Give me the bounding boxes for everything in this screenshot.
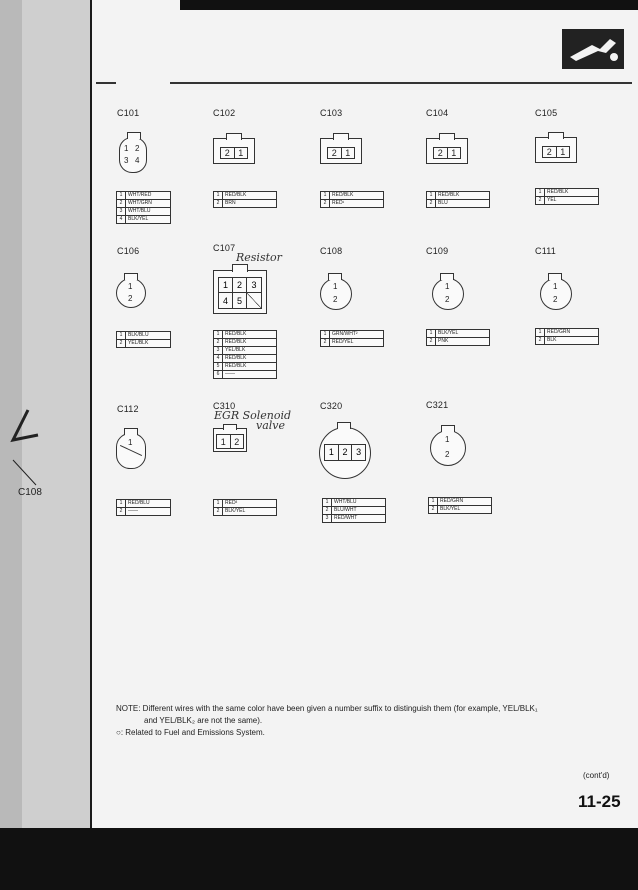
connector-c104 [426,138,468,164]
note-line-3: ○: Related to Fuel and Emissions System. [116,728,265,737]
header-rule [170,82,632,84]
pin-row: 1 2 3 [324,444,366,461]
side-pointer-line [8,405,48,495]
connector-cap [226,133,242,140]
wire-table-c102 [213,191,277,208]
pin: 2 [135,144,140,153]
wire-table-c107 [213,330,277,379]
connector-cap [439,133,455,140]
connector-cap [333,133,349,140]
connector-label-c112: C112 [117,404,139,414]
table-row: 2 BLK/YEL [214,508,276,515]
pin-row: 2 1 [220,147,248,159]
pin: 1 [445,282,450,291]
table-row: 2 YEL [536,197,598,204]
table-row: 1 WHT/RED [117,192,170,200]
table-row: 6 —— [214,371,276,378]
table-row: 2 BLK [536,337,598,344]
wire-table-c320 [322,498,386,523]
table-row: 2 RED¹ [321,200,383,207]
table-row: 2 YEL/BLK [117,340,170,347]
table-row: 1 RED/BLK [427,192,489,200]
connector-c101 [119,137,147,173]
table-row: 1 RED/BLK [214,331,276,339]
table-row: 1 RED/GRN [536,329,598,337]
pin: 2 [128,294,133,303]
table-row: 1 RED/BLK [321,192,383,200]
pin-grid: 1 2 3 4 5 [218,277,262,309]
table-row: 1 GRN/WHT² [321,331,383,339]
wire-table-c104 [426,191,490,208]
pin: 1 [128,282,133,291]
table-row: 1 BLK/YEL [427,330,489,338]
connector-label-c109: C109 [426,246,449,256]
table-row: 2 BLK/YEL [429,506,491,513]
connector-cap [127,132,141,139]
table-row: 1 RED/BLU [117,500,170,508]
connector-c112 [116,433,146,469]
pin: 2 [553,295,558,304]
table-row: 2 —— [117,508,170,515]
table-row: 2 WHT/GRN [117,200,170,208]
connector-cap [441,425,455,432]
connector-c320 [319,427,371,479]
connector-cap [124,273,138,280]
table-row: 1 RED/BLK [214,192,276,200]
pin: 2 [445,295,450,304]
connector-c105 [535,137,577,163]
wire-table-c109 [426,329,490,346]
table-row: 1 WHT/BLU [323,499,385,507]
table-row: 1 RED³ [214,500,276,508]
connector-label-c101: C101 [117,108,140,118]
connector-cap [328,273,342,280]
wire-table-c321 [428,497,492,514]
wire-table-c111 [535,328,599,345]
table-row: 1 RED/GRN [429,498,491,506]
table-row: 2 RED/BLK [214,339,276,347]
table-row: 3 WHT/BLU [117,208,170,216]
table-row: 1 RED/BLK [536,189,598,197]
continued-label: (cont'd) [583,771,610,780]
header-rule-left [96,82,116,84]
bottom-shadow [0,828,638,890]
pin: 1 [553,282,558,291]
pin-row: 1 2 [216,434,244,449]
connector-c106 [116,278,146,308]
connector-label-c320: C320 [320,401,343,411]
wire-table-c108 [320,330,384,347]
pin: 4 [135,156,140,165]
connector-c111 [540,278,572,310]
connector-cap [548,273,562,280]
pin: 2 [333,295,338,304]
top-shadow-bar [180,0,638,10]
wire-table-c103 [320,191,384,208]
connector-label-c107: C107 [213,243,236,253]
wire-table-c105 [535,188,599,205]
connector-c310 [213,428,247,452]
connector-label-c108: C108 [320,246,343,256]
note-line-1: NOTE: Different wires with the same color have been given a number suffix to distinguish them (for example, YEL/BLK₁ [116,704,538,713]
wire-table-c101 [116,191,171,224]
note-line-2: and YEL/BLK₂ are not the same). [144,716,263,725]
wire-table-c106 [116,331,171,348]
connector-c107 [213,270,267,314]
connector-label-c103: C103 [320,108,343,118]
connector-cap [223,424,237,430]
pin: 1 [124,144,129,153]
connector-c103 [320,138,362,164]
pin: 3 [124,156,129,165]
connector-label-c321: C321 [426,400,449,410]
connector-label-c106: C106 [117,246,140,256]
page-number: 11-25 [578,792,621,811]
connector-label-c104: C104 [426,108,449,118]
connector-c108 [320,278,352,310]
table-row: 2 RED/YEL [321,339,383,346]
pin: 1 [128,438,133,447]
table-row: 2 BRN [214,200,276,207]
connector-cap [548,132,564,139]
connector-cap [124,428,138,435]
blank-cavity [247,293,261,308]
table-row: 2 PNK [427,338,489,345]
note-block [116,703,636,739]
connector-cap [232,264,248,272]
table-row: 3 YEL/BLK [214,347,276,355]
pin-row: 2 1 [433,147,461,159]
connector-c102 [213,138,255,164]
side-c108-label: C108 [18,487,42,498]
table-row: 2 BLU/WHT [323,507,385,515]
pin: 2 [445,450,450,459]
handwritten-resistor: Resistor [236,251,282,264]
connector-c109 [432,278,464,310]
connector-cap [440,273,454,280]
pin-row: 2 1 [542,146,570,158]
connector-label-c310: C310 [213,401,236,411]
wire-table-c112 [116,499,171,516]
handwritten-egr-solenoid: EGR Solenoid [214,409,292,422]
connector-c321 [430,430,466,466]
table-row: 2 BLU [427,200,489,207]
connector-label-c105: C105 [535,108,558,118]
connector-label-c102: C102 [213,108,236,118]
table-row: 1 BLK/BLU [117,332,170,340]
wire-table-c310 [213,499,277,516]
connector-label-c111: C111 [535,246,556,256]
pin: 1 [445,435,450,444]
table-row: 5 RED/BLK [214,363,276,371]
table-row: 4 BLK/YEL [117,216,170,223]
table-row: 4 RED/BLK [214,355,276,363]
pin-row: 2 1 [327,147,355,159]
fuel-system-icon [562,29,624,69]
connector-cap [337,422,351,429]
pin: 1 [333,282,338,291]
table-row: 3 RED/WHT [323,515,385,522]
handwritten-valve: valve [256,419,286,432]
